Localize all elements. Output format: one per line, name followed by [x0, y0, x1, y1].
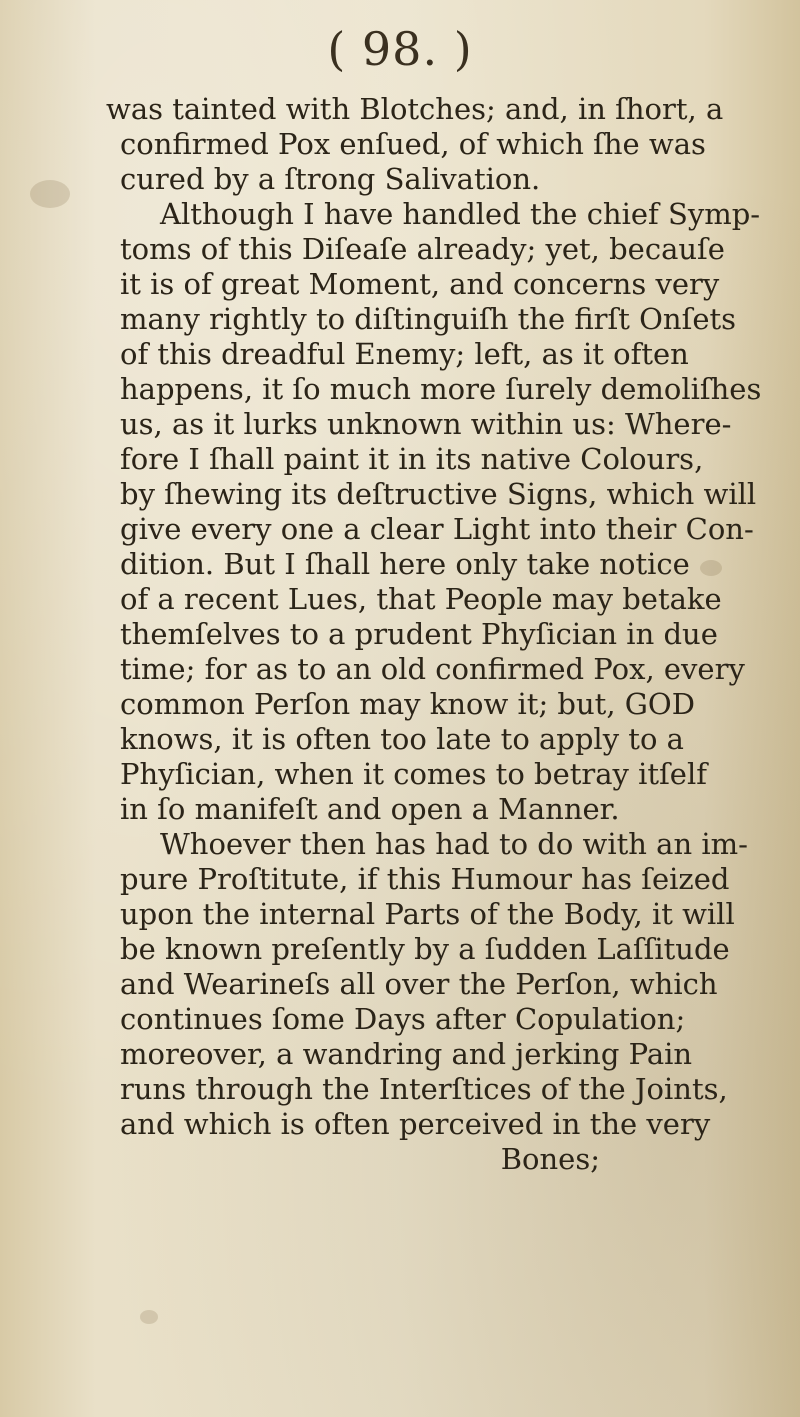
- text-line: Whoever then has had to do with an im-: [160, 827, 748, 861]
- text-line: themſelves to a prudent Phyſician in due: [120, 617, 718, 651]
- text-line: moreover, a wandring and jerking Pain: [120, 1037, 693, 1071]
- page-number: ( 98. ): [327, 22, 473, 76]
- text-line: pure Proſtitute, if this Humour has ſeized: [120, 862, 730, 896]
- text-line: of this dreadful Enemy; left, as it often: [120, 337, 689, 371]
- body-text: [106, 92, 780, 1177]
- text-line: toms of this Diſeaſe already; yet, becauſe: [120, 232, 725, 266]
- text-line: cured by a ſtrong Salivation.: [120, 162, 541, 196]
- text-line: runs through the Interſtices of the Joints,: [120, 1072, 728, 1106]
- text-line: common Perſon may know it; but, GOD: [120, 687, 695, 721]
- paper-stain: [30, 180, 70, 208]
- text-line: Phyſician, when it comes to betray itſelf: [120, 757, 707, 791]
- text-line: fore I ſhall paint it in its native Colours,: [120, 442, 704, 476]
- paper-stain: [140, 1310, 158, 1324]
- text-line: and which is often perceived in the very: [120, 1107, 711, 1141]
- text-line: be known preſently by a ſudden Laſſitude: [120, 932, 730, 966]
- text-line: knows, it is often too late to apply to a: [120, 722, 684, 756]
- text-line: confirmed Pox enſued, of which ſhe was: [120, 127, 706, 161]
- text-line: happens, it ſo much more ſurely demoliſhes: [120, 372, 762, 406]
- text-line: time; for as to an old confirmed Pox, every: [120, 652, 745, 686]
- text-line: give every one a clear Light into their Con-: [120, 512, 754, 546]
- text-line: and Wearineſs all over the Perſon, which: [120, 967, 718, 1001]
- text-line: was tainted with Blotches; and, in ſhort, a: [106, 92, 724, 126]
- text-line: many rightly to diſtinguiſh the firſt Onſets: [120, 302, 737, 336]
- text-line: in ſo manifeſt and open a Manner.: [120, 792, 620, 826]
- text-line: us, as it lurks unknown within us: Where-: [120, 407, 732, 441]
- text-line: of a recent Lues, that People may betake: [120, 582, 722, 616]
- text-line: upon the internal Parts of the Body, it will: [120, 897, 735, 931]
- text-line: by ſhewing its deſtructive Signs, which will: [120, 477, 757, 511]
- catchword: Bones;: [500, 1142, 600, 1176]
- text-line: it is of great Moment, and concerns very: [120, 267, 720, 301]
- text-line: Although I have handled the chief Symp-: [160, 197, 761, 231]
- text-line: continues ſome Days after Copulation;: [120, 1002, 686, 1036]
- text-line: dition. But I ſhall here only take notice: [120, 547, 690, 581]
